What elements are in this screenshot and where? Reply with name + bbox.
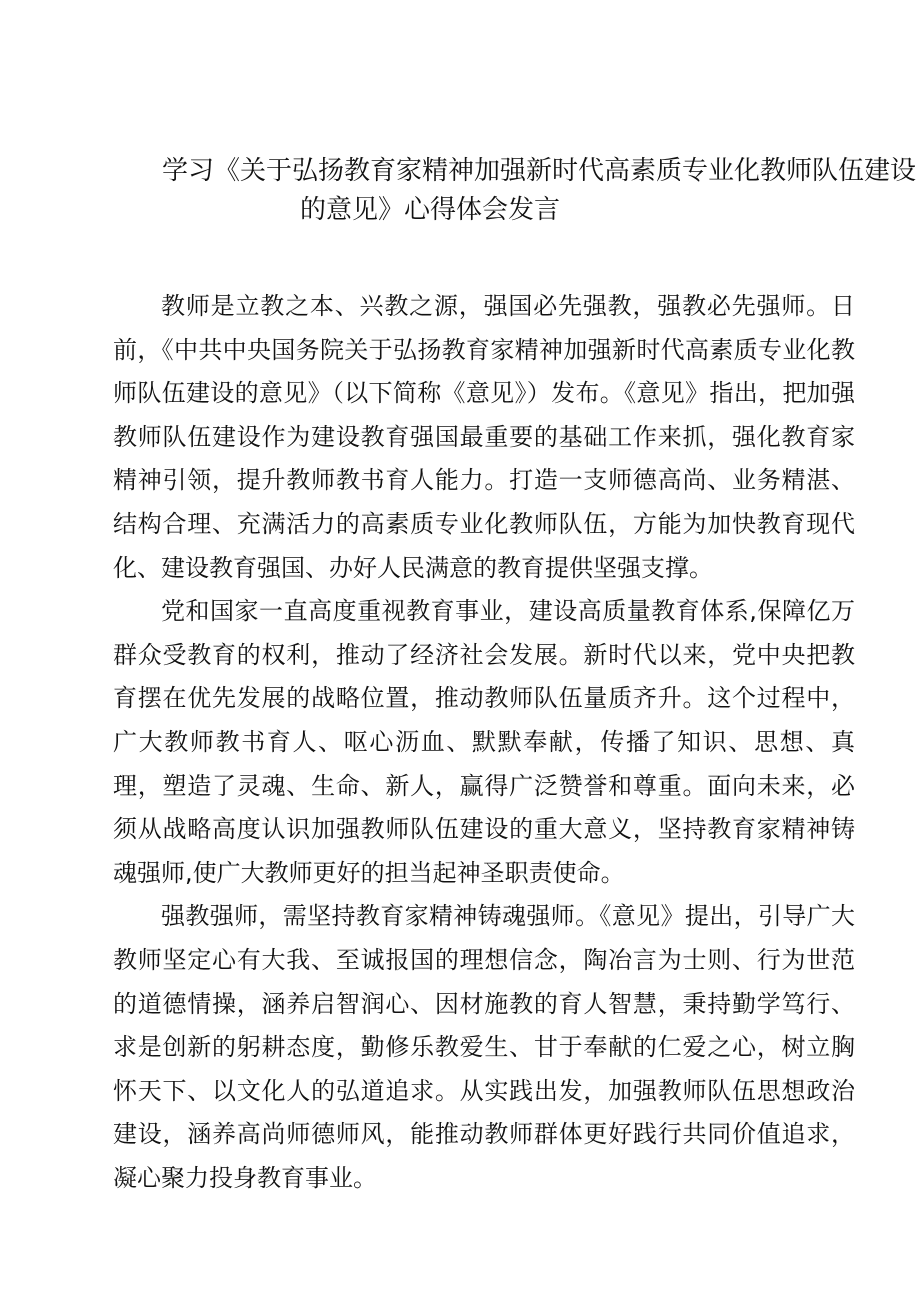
title-line-1: 学习《关于弘扬教育家精神加强新时代高素质专业化教师队伍建设: [162, 156, 917, 186]
paragraph-2: 党和国家一直高度重视教育事业，建设高质量教育体系,保障亿万群众受教育的权利，推动了经济社会发展。新时代以来，党中央把教育摆在优先发展的战略位置，推动教师队伍量质齐升。这个过程中，广大教师教书育人、呕心沥血、默默奉献，传播了知识、思想、真理，塑造了灵魂、生命、新人，赢得广泛赞誉和尊重。面向未来，必须从战略高度认识加强教师队伍建设的重大意义，坚持教育家精神铸魂强师,使广大教师更好的担当起神圣职责使命。: [113, 597, 855, 887]
document-body: [113, 285, 855, 1200]
document-title: [113, 152, 917, 230]
paragraph-1: 教师是立教之本、兴教之源，强国必先强教，强教必先强师。日前，《中共中央国务院关于弘扬教育家精神加强新时代高素质专业化教师队伍建设的意见》（以下简称《意见》）发布。《意见》指出，把加强教师队伍建设作为建设教育强国最重要的基础工作来抓，强化教育家精神引领，提升教师教书育人能力。打造一支师德高尚、业务精湛、结构合理、充满活力的高素质专业化教师队伍，方能为加快教育现代化、建设教育强国、办好人民满意的教育提供坚强支撑。: [113, 292, 855, 582]
paragraph-3: 强教强师，需坚持教育家精神铸魂强师。《意见》提出，引导广大教师坚定心有大我、至诚报国的理想信念，陶冶言为士则、行为世范的道德情操，涵养启智润心、因材施教的育人智慧，秉持勤学笃行、求是创新的躬耕态度，勤修乐教爱生、甘于奉献的仁爱之心，树立胸怀天下、以文化人的弘道追求。从实践出发，加强教师队伍思想政治建设，涵养高尚师德师风，能推动教师群体更好践行共同价值追求，凝心聚力投身教育事业。: [113, 902, 855, 1192]
title-line-2: 的意见》心得体会发言: [300, 195, 561, 225]
